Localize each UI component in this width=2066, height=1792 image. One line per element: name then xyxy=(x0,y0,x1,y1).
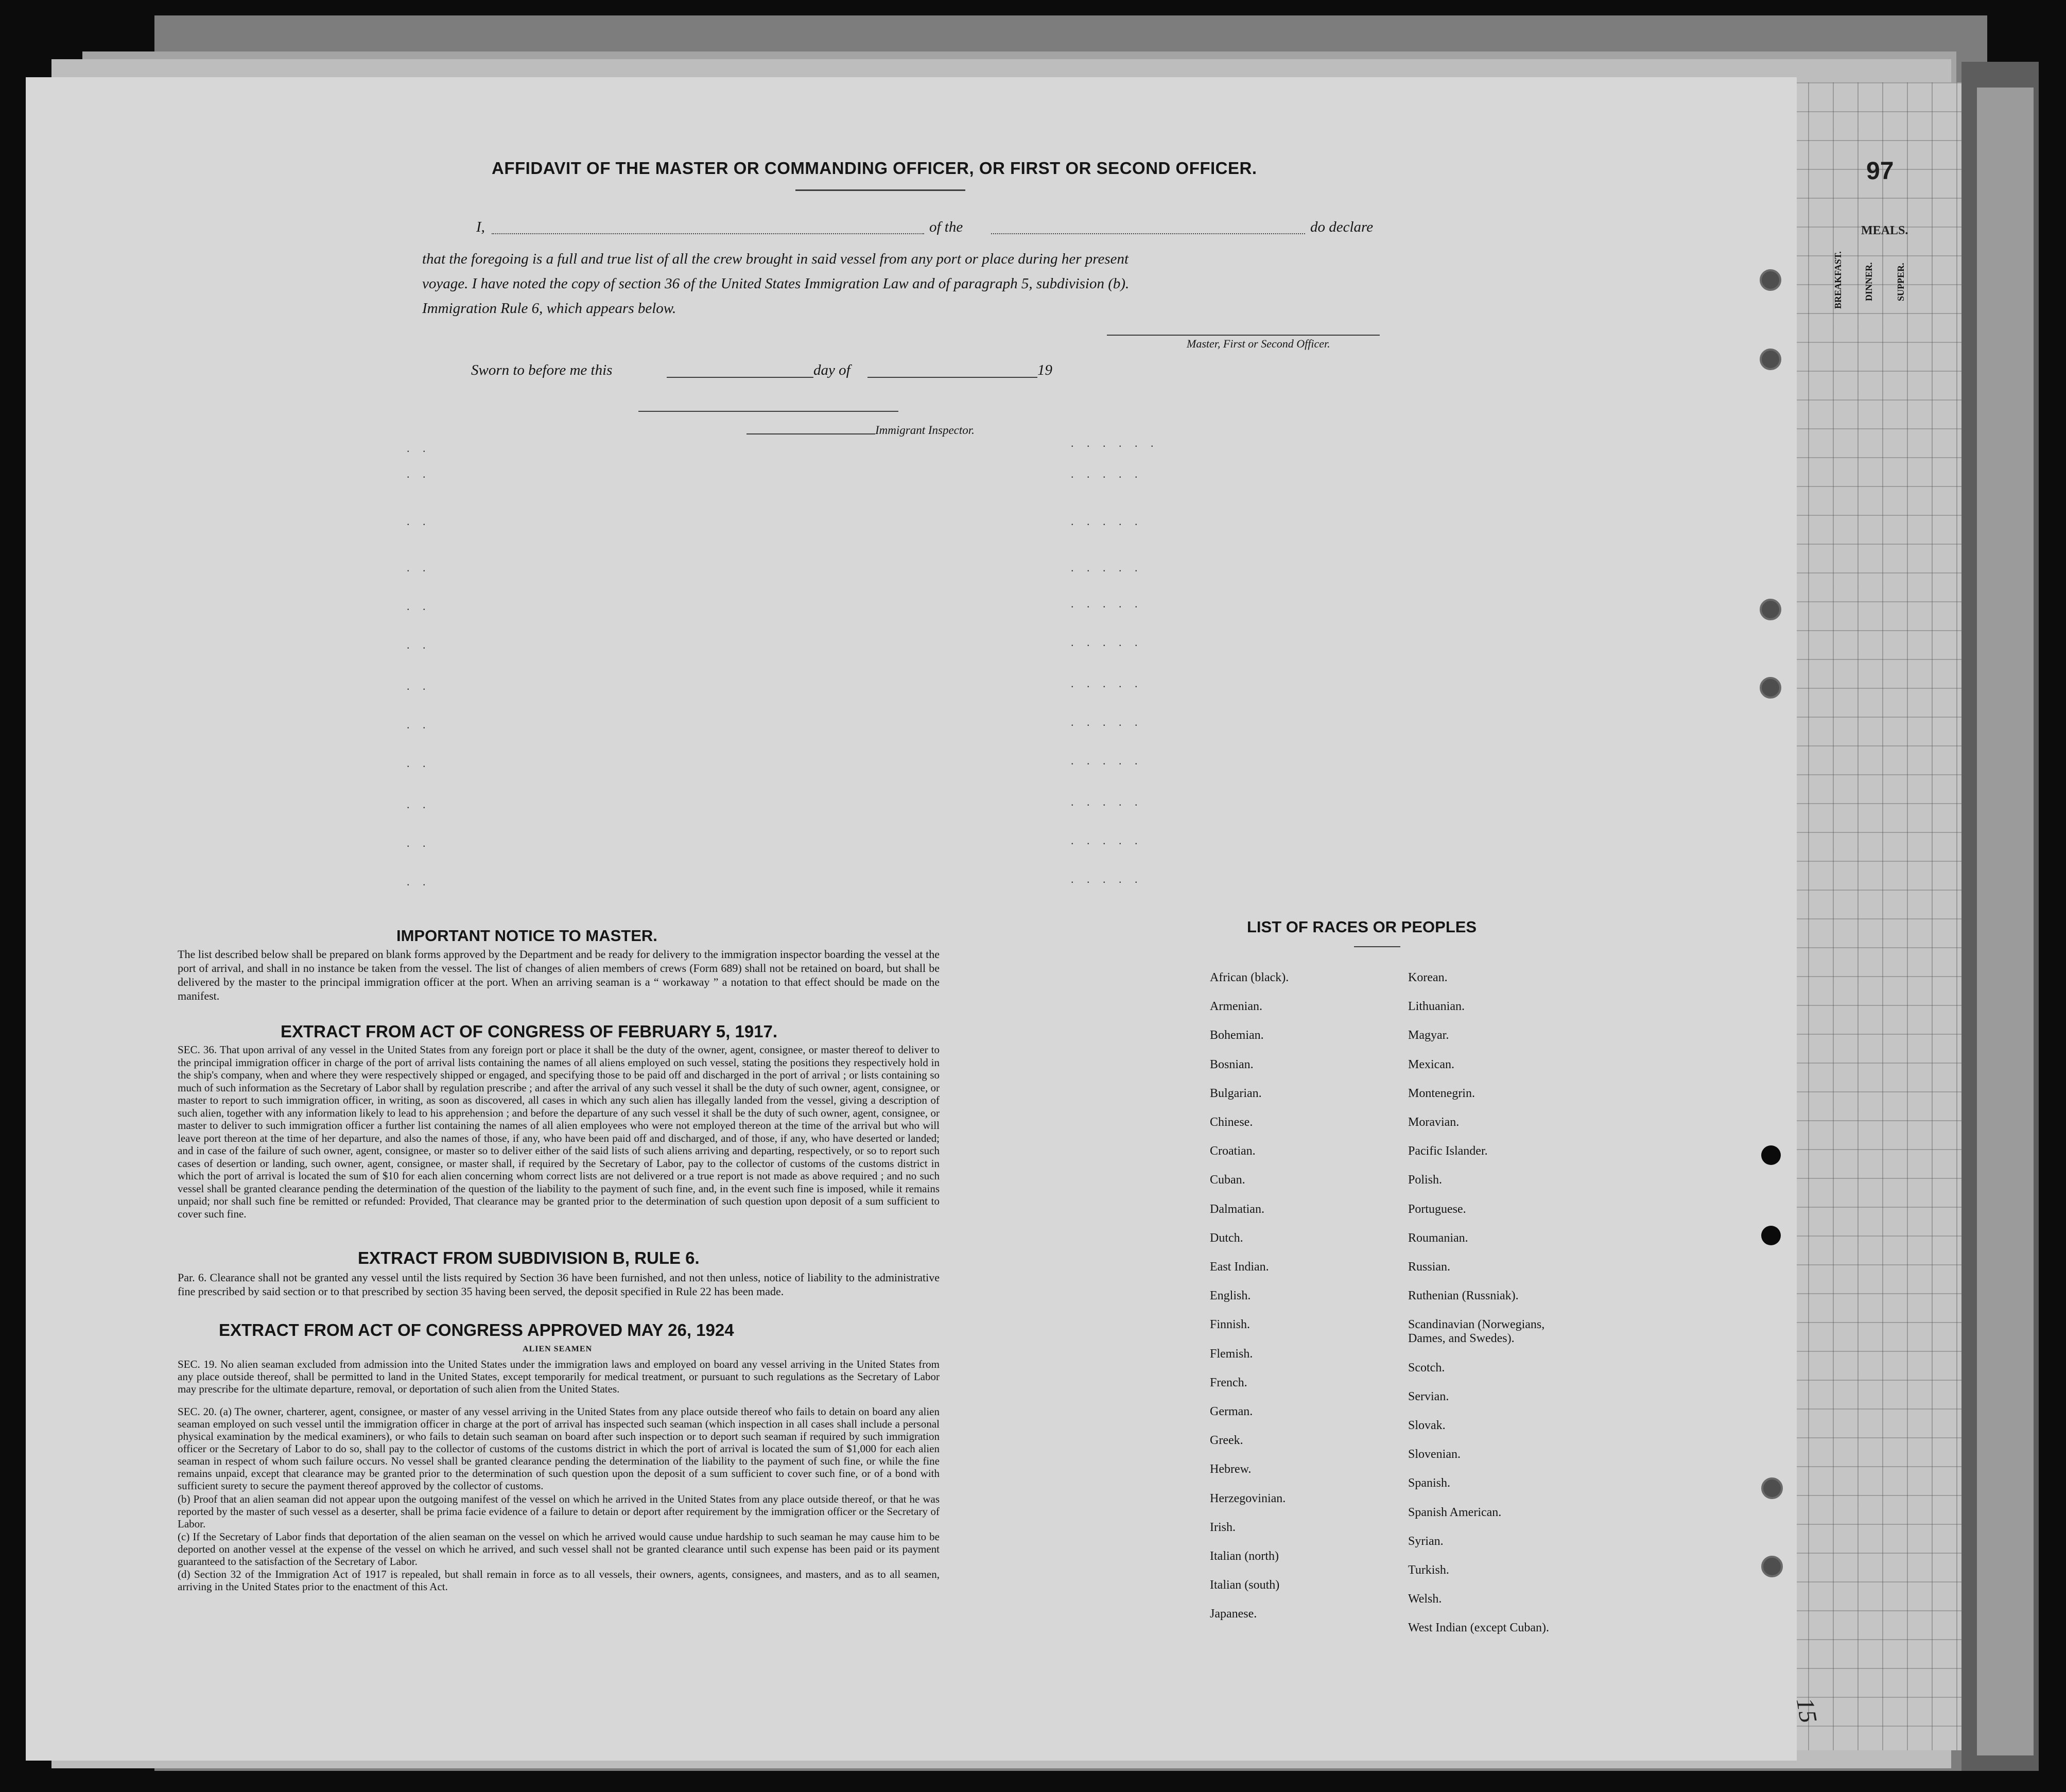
race-item: Armenian. xyxy=(1210,1000,1262,1014)
punch-hole xyxy=(1761,1226,1781,1245)
leader-row: . . . . . xyxy=(1071,597,1143,610)
race-item: Turkish. xyxy=(1408,1563,1449,1577)
leader-row: . . . . . xyxy=(1071,561,1143,574)
binding-strip xyxy=(1977,88,2034,1755)
race-item: Flemish. xyxy=(1210,1347,1253,1361)
inspector-signature-line xyxy=(746,433,875,434)
race-item: English. xyxy=(1210,1289,1251,1303)
master-signature-label: Master, First or Second Officer. xyxy=(1187,337,1330,350)
leader-row: . . . . . xyxy=(1071,834,1143,847)
extract-1924-sec20b: (b) Proof that an alien seaman did not appear upon the outgoing manifest of the vessel on which he arrived in the United States from any place outside thereof, or that he was reported by the master of such vessel as a deserter, shall be prima facie evidence of a failure to detain or deport after requirement by the immigration officer or the Secretary of Labor. xyxy=(178,1493,940,1530)
race-item: Cuban. xyxy=(1210,1173,1245,1187)
race-item: Welsh. xyxy=(1408,1592,1442,1606)
leader-row: . . xyxy=(407,467,431,480)
punch-hole xyxy=(1761,1556,1783,1577)
race-item: Dutch. xyxy=(1210,1231,1243,1245)
race-item: Irish. xyxy=(1210,1520,1236,1534)
race-item: African (black). xyxy=(1210,971,1289,984)
leader-row: . . xyxy=(407,638,431,651)
sworn-day-of: day of xyxy=(813,362,850,378)
subdivision-b-body: Par. 6. Clearance shall not be granted any vessel until the lists required by Section 36 have been furnished, and not then unless, notice of liability to the administrative fine prescribed by said section or to that prescribed by section 35 having been served, the deposit specified in Rule 22 has been made. xyxy=(178,1271,940,1298)
leader-row: . . xyxy=(407,600,431,613)
leader-row: . . . . . xyxy=(1071,467,1143,480)
handwritten-page-number: 15 xyxy=(1791,1696,1822,1725)
declaration-of-the: of the xyxy=(929,219,963,235)
leader-row: . . . . . xyxy=(1071,677,1143,690)
race-item: Bulgarian. xyxy=(1210,1086,1262,1100)
race-item: Bosnian. xyxy=(1210,1057,1254,1071)
race-item: Mexican. xyxy=(1408,1057,1454,1071)
extract-1924-sec20d: (d) Section 32 of the Immigration Act of 1917 is repealed, but shall remain in force as to all vessels, their owners, agents, consignees, and masters, and as to all seamen, arriving in the United States prior to the enactment of this Act. xyxy=(178,1568,940,1593)
sworn-month-blank xyxy=(867,377,1037,378)
leader-row: . . xyxy=(407,680,431,692)
race-item: Magyar. xyxy=(1408,1029,1449,1042)
leader-row: . . xyxy=(407,837,431,849)
race-item: Dalmatian. xyxy=(1210,1202,1264,1216)
race-item: French. xyxy=(1210,1376,1247,1389)
leader-row: . . . . . xyxy=(1071,515,1143,528)
declaration-text: Immigration Rule 6, which appears below. xyxy=(422,300,676,317)
race-item: Portuguese. xyxy=(1408,1202,1466,1216)
extract-1924-sec20a: SEC. 20. (a) The owner, charterer, agent, consignee, or master of any vessel arriving in the United States from any place outside thereof who fails to detain on board any alien seaman employed on such vessel until the immigration officer in charge at the port of arrival has inspected such seaman (which inspection in all cases shall include a personal physical examination by the medical examiners), or who fails to detain such seaman on board after such inspection or to deport such seaman if required by such immigration officer or the Secretary of Labor to do so, shall pay to the collector of customs of the customs district in which the port of arrival is located the sum of $1,000 for each alien seaman in respect of whom such failure occurs. No vessel shall be granted clearance pending the determination of the liability to the payment of such fine, or while the fine remains unpaid, except that clearance may be granted prior to the determination of such question upon the deposit of a sum sufficient to cover such fine, or of a bond with sufficient surety to secure the payment thereof approved by the collector of customs. xyxy=(178,1405,940,1492)
race-item: Japanese. xyxy=(1210,1607,1257,1621)
sworn-label: Sworn to before me this xyxy=(471,362,613,378)
meals-column-breakfast: BREAKFAST. xyxy=(1833,251,1843,309)
leader-row: . . . . . xyxy=(1071,795,1143,808)
declaration-text: that the foregoing is a full and true list of all the crew brought in said vessel from any port or place during her present xyxy=(422,251,1129,267)
race-item: Finnish. xyxy=(1210,1318,1251,1332)
master-signature-line xyxy=(1107,335,1380,336)
leader-row: . . xyxy=(407,561,431,574)
punch-hole xyxy=(1761,1145,1781,1165)
punch-hole xyxy=(1760,677,1781,699)
inspector-seal-line xyxy=(638,411,898,412)
race-item: Montenegrin. xyxy=(1408,1086,1475,1100)
notice-title: IMPORTANT NOTICE TO MASTER. xyxy=(396,927,657,945)
race-item: German. xyxy=(1210,1405,1253,1418)
leader-row: . . xyxy=(407,757,431,770)
sworn-year: 19 xyxy=(1037,362,1052,378)
race-item: Croatian. xyxy=(1210,1144,1256,1158)
punch-hole xyxy=(1761,1477,1783,1499)
leader-row: . . . . . xyxy=(1071,754,1143,767)
manifest-page-number: 97 xyxy=(1866,158,1894,185)
race-item: Dames, and Swedes). xyxy=(1408,1332,1515,1346)
race-item: Servian. xyxy=(1408,1389,1449,1403)
affidavit-title: AFFIDAVIT OF THE MASTER OR COMMANDING OFFICER, OR FIRST OR SECOND OFFICER. xyxy=(492,159,1257,178)
declaration-text: voyage. I have noted the copy of section 36 of the United States Immigration Law and of paragraph 5, subdivision (b). xyxy=(422,275,1130,292)
leader-row: . . xyxy=(407,515,431,528)
extract-1924-sec20c: (c) If the Secretary of Labor finds that deportation of the alien seaman on the vessel on which he arrived would cause undue hardship to such seaman he may cause him to be deported on another vessel at the expense of the vessel on which he arrived, and such vessel shall not be granted clearance until such expense has been paid or its payment guaranteed to the satisfaction of the Secretary of Labor. xyxy=(178,1530,940,1568)
race-item: Scandinavian (Norwegians, xyxy=(1408,1318,1545,1332)
race-item: Spanish. xyxy=(1408,1476,1451,1490)
race-item: Chinese. xyxy=(1210,1116,1253,1129)
race-item: Slovenian. xyxy=(1408,1448,1461,1462)
race-item: Pacific Islander. xyxy=(1408,1144,1488,1158)
race-item: Italian (south) xyxy=(1210,1578,1280,1592)
leader-row: . . xyxy=(407,718,431,731)
extract-1924-sec19: SEC. 19. No alien seaman excluded from admission into the United States under the immigration laws and employed on board any vessel arriving in the United States from any place outside thereof, shall be permitted to land in the United States, except temporarily for medical treatment, or pursuant to such regulations as the Secretary of Labor may prescribe for the ultimate departure, removal, or deportation of such alien from the United States. xyxy=(178,1358,940,1395)
race-item: Syrian. xyxy=(1408,1534,1444,1548)
leader-row: . . xyxy=(407,798,431,811)
punch-hole xyxy=(1760,349,1781,370)
race-item: Russian. xyxy=(1408,1260,1451,1274)
sworn-day-blank xyxy=(667,377,813,378)
extract-1924-subtitle: ALIEN SEAMEN xyxy=(523,1345,593,1353)
race-item: Moravian. xyxy=(1408,1116,1460,1129)
races-title-rule xyxy=(1354,946,1400,947)
race-item: Scotch. xyxy=(1408,1361,1445,1375)
inspector-label: Immigrant Inspector. xyxy=(875,424,975,437)
notice-body: The list described below shall be prepared on blank forms approved by the Department and be ready for delivery to the immigration inspector boarding the vessel at the port of arrival, and shall in no instance be taken from the vessel. The list of changes of alien members of crews (Form 689) shall not be retained on board, but shall be delivered by the master to the principal immigration officer at the port. When an arriving seaman is a “ workaway ” a notation to that effect should be made on the manifest. xyxy=(178,948,940,1002)
leader-row: . . . . . xyxy=(1071,716,1143,728)
race-item: West Indian (except Cuban). xyxy=(1408,1621,1549,1635)
extract-1917-title: EXTRACT FROM ACT OF CONGRESS OF FEBRUARY 5, 1917. xyxy=(281,1022,778,1041)
race-item: Slovak. xyxy=(1408,1419,1446,1432)
race-item: Polish. xyxy=(1408,1173,1443,1187)
race-item: Ruthenian (Russniak). xyxy=(1408,1289,1519,1303)
meals-header: MEALS. xyxy=(1861,224,1908,237)
race-item: Greek. xyxy=(1210,1434,1243,1448)
race-item: Spanish American. xyxy=(1408,1505,1502,1519)
leader-row: . . . . . xyxy=(1071,636,1143,649)
race-item: Bohemian. xyxy=(1210,1029,1264,1042)
declaration-name-blank xyxy=(492,233,924,234)
race-item: Italian (north) xyxy=(1210,1550,1279,1563)
meals-column-dinner: DINNER. xyxy=(1864,262,1874,301)
leader-row: . . xyxy=(407,875,431,888)
title-rule xyxy=(795,189,965,191)
punch-hole xyxy=(1760,599,1781,620)
subdivision-b-title: EXTRACT FROM SUBDIVISION B, RULE 6. xyxy=(358,1248,700,1267)
race-item: Korean. xyxy=(1408,971,1448,984)
race-item: Roumanian. xyxy=(1408,1231,1468,1245)
leader-row: . . xyxy=(407,442,431,455)
leader-row: . . . . . xyxy=(1071,873,1143,885)
race-item: East Indian. xyxy=(1210,1260,1269,1274)
extract-1917-body: SEC. 36. That upon arrival of any vessel in the United States from any foreign port or place it shall be the duty of the owner, agent, consignee, or master thereof to deliver to the principal immigration officer in charge of the port of arrival lists containing the names of all aliens employed on such vessel, stating the positions they respectively hold in the ship's company, when and where they were respectively shipped or engaged, and specifying those to be paid off and discharged in the port of arrival ; or lists containing so much of such information as the Secretary of Labor shall by regulation prescribe ; and after the arrival of any such vessel it shall be the duty of such owner, agent, consignee, or master to report to such immigration officer, in writing, as soon as discovered, all cases in which any such alien has illegally landed from the vessel, giving a description of such alien, together with any information likely to lead to his apprehension ; and before the departure of any such vessel it shall be the duty of such owner, agent, consignee, or master to deliver to such immigration officer a further list containing the names of all alien employees who were not employed thereon at the time of the arrival but who will leave port thereon at the time of her departure, and also the names of those, if any, who have been paid off and discharged, and of those, if any, who have deserted or landed; and in case of the failure of such owner, agent, consignee, or master so to deliver either of the said lists of such aliens arriving and departing, respectively, or so to report such cases of desertion or landing, such owner, agent, consignee, or master shall, if required by the Secretary of Labor, pay to the collector of customs of the customs district in which the port of arrival is located the sum of $10 for each alien concerning whom correct lists are not delivered or a true report is not made as above required ; and no such vessel shall be granted clearance pending the determination of the question of the liability to the payment of such fine, and, in the event such fine is imposed, while it remains unpaid; nor shall such fine be remitted or refunded: Provided, That clearance may be granted prior to the determination of such question upon deposit of a sum sufficient to cover such fine. xyxy=(178,1043,940,1220)
leader-row: . . . . . . xyxy=(1071,437,1159,449)
races-title: LIST OF RACES OR PEOPLES xyxy=(1247,918,1477,936)
race-item: Hebrew. xyxy=(1210,1463,1252,1476)
race-item: Lithuanian. xyxy=(1408,1000,1465,1014)
declaration-i: I, xyxy=(476,219,485,235)
extract-1924-title: EXTRACT FROM ACT OF CONGRESS APPROVED MAY 26, 1924 xyxy=(219,1320,734,1339)
meals-column-supper: SUPPER. xyxy=(1896,263,1906,301)
punch-hole xyxy=(1760,269,1781,291)
race-item: Herzegovinian. xyxy=(1210,1491,1286,1505)
declaration-vessel-blank xyxy=(991,233,1305,234)
declaration-do-declare: do declare xyxy=(1310,219,1374,235)
